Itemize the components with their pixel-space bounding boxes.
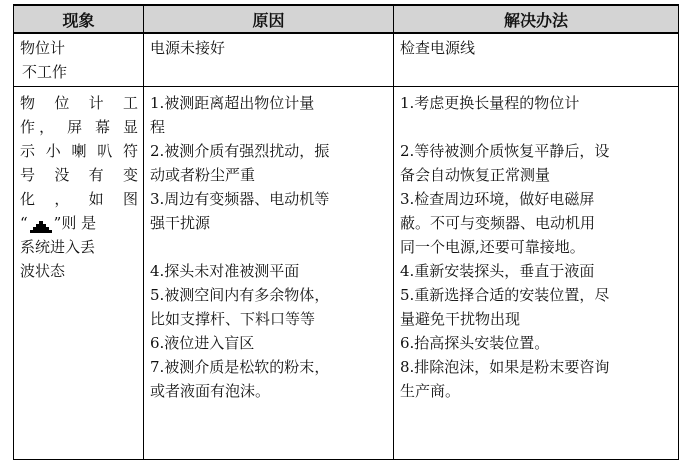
quote-close: ” xyxy=(53,214,62,232)
phenomenon-icon-line xyxy=(20,211,139,235)
cause-line: 或者液面有泡沫。 xyxy=(150,382,271,400)
cause-line xyxy=(150,235,389,259)
solution-line: 量避免干扰物出现 xyxy=(400,310,521,328)
solution-line: 3.检查周边环境，做好电磁屏 xyxy=(400,190,595,208)
solution-line: 8.排除泡沫，如果是粉末要咨询 xyxy=(400,358,610,376)
header-phenomenon: 现象 xyxy=(14,5,144,33)
quote-open: “ xyxy=(20,214,28,232)
solution-line: 6.抬高探头安装位置。 xyxy=(400,334,550,352)
solution-line: 5.重新选择合适的安装位置，尽 xyxy=(400,286,610,304)
phenomenon-line: 不工作 xyxy=(22,63,68,81)
phenomenon-line: 作， 屏 幕 显 xyxy=(20,118,139,136)
cause-line: 2.被测介质有强烈扰动，振 xyxy=(150,142,330,160)
solution-cell xyxy=(394,87,679,460)
cause-line: 1.被测距离超出物位计量 xyxy=(150,94,315,112)
solution-line: 4.重新安装探头，垂直于液面 xyxy=(400,262,595,280)
cause-line: 动或者粉尘严重 xyxy=(150,166,256,184)
table-row xyxy=(14,87,679,460)
phenomenon-line: 物 位 计 工 xyxy=(20,94,139,112)
solution-line xyxy=(400,115,674,139)
phenomenon-line: 系统进入丢 xyxy=(20,238,96,256)
cause-line: 3.周边有变频器、电动机等 xyxy=(150,190,330,208)
solution-line: 检查电源线 xyxy=(400,39,476,57)
cause-line: 5.被测空间内有多余物体， xyxy=(150,286,330,304)
speaker-horn-icon xyxy=(28,217,54,231)
troubleshooting-table xyxy=(13,4,679,460)
phenomenon-cell xyxy=(14,87,144,460)
cause-line: 强干扰源 xyxy=(150,214,211,232)
header-solution: 解决办法 xyxy=(394,5,679,33)
cause-line: 6.液位进入盲区 xyxy=(150,334,255,352)
solution-line: 备会自动恢复正常测量 xyxy=(400,166,551,184)
phenomenon-cell xyxy=(14,33,144,87)
cause-line: 比如支撑杆、下料口等等 xyxy=(150,310,316,328)
cause-line: 7.被测介质是松软的粉末， xyxy=(150,358,330,376)
cause-line: 4.探头未对准被测平面 xyxy=(150,262,300,280)
solution-line: 蔽。不可与变频器、电动机用 xyxy=(400,214,596,232)
phenomenon-line: 化 ， 如 图 xyxy=(20,190,139,208)
solution-line: 生产商。 xyxy=(400,382,461,400)
cause-cell xyxy=(144,87,394,460)
table-header-row xyxy=(14,5,679,33)
cause-cell xyxy=(144,33,394,87)
phenomenon-line: 示 小 喇 叭 符 xyxy=(20,142,139,160)
table-row xyxy=(14,33,679,87)
solution-line: 2.等待被测介质恢复平静后，设 xyxy=(400,142,610,160)
phenomenon-line: 物位计 xyxy=(20,39,66,57)
cause-line: 程 xyxy=(150,118,166,136)
phenomenon-line: 号 没 有 变 xyxy=(20,166,139,184)
cause-line: 电源未接好 xyxy=(150,39,226,57)
solution-line: 同一个电源,还要可靠接地。 xyxy=(400,238,585,256)
solution-cell xyxy=(394,33,679,87)
solution-line: 1.考虑更换长量程的物位计 xyxy=(400,94,580,112)
header-cause: 原因 xyxy=(144,5,394,33)
phenomenon-line: 则 是 xyxy=(61,214,97,232)
phenomenon-line: 波状态 xyxy=(20,262,66,280)
